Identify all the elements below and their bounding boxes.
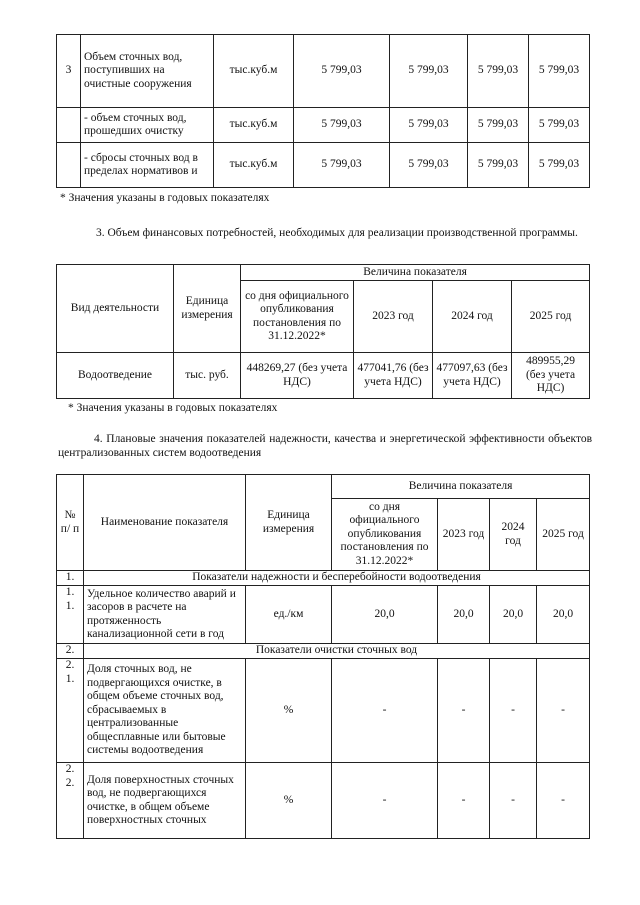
value-cell: 20,0 <box>537 586 590 644</box>
indicator-name: Доля сточных вод, не подвергающихся очистке, в общем объеме сточных вод, сбрасываемых в централизованные общесплавные или бытовые системы водоотведения <box>84 659 246 763</box>
row-number: 3 <box>57 35 81 108</box>
value-cell: 5 799,03 <box>468 143 529 188</box>
value-cell: 477041,76 (без учета НДС) <box>354 353 433 399</box>
value-cell: 5 799,03 <box>529 35 590 108</box>
value-cell: - <box>537 659 590 763</box>
indicator-name: Объем сточных вод, поступивших на очистные сооружения <box>81 35 214 108</box>
value-cell: - <box>332 659 438 763</box>
value-cell: 5 799,03 <box>390 143 468 188</box>
value-cell: 5 799,03 <box>294 35 390 108</box>
value-cell: 5 799,03 <box>294 108 390 143</box>
value-cell: 20,0 <box>332 586 438 644</box>
unit-cell: % <box>246 763 332 839</box>
table-header-row <box>57 475 590 499</box>
header-from-date: со дня официального опубликования постановления по 31.12.2022* <box>332 499 438 571</box>
unit-cell: тыс.куб.м <box>214 108 294 143</box>
value-cell: 5 799,03 <box>468 35 529 108</box>
unit-cell: тыс.куб.м <box>214 35 294 108</box>
row-number <box>57 143 81 188</box>
value-cell: 20,0 <box>490 586 537 644</box>
header-year-2024: 2024 год <box>433 281 512 353</box>
row-number: 2. 1. <box>57 659 84 763</box>
table-row <box>57 35 590 108</box>
header-unit: Единица измерения <box>174 265 241 353</box>
value-cell: 489955,29 (без учета НДС) <box>512 353 590 399</box>
value-cell: - <box>490 659 537 763</box>
header-year-2024: 2024 год <box>490 499 537 571</box>
table-row <box>57 353 590 399</box>
header-unit: Единица измерения <box>246 475 332 571</box>
group-number: 2. <box>57 644 84 659</box>
table-row <box>57 143 590 188</box>
indicator-name: - объем сточных вод, прошедших очистку <box>81 108 214 143</box>
value-cell: 20,0 <box>438 586 490 644</box>
table-row <box>57 763 590 839</box>
header-name: Наименование показателя <box>84 475 246 571</box>
group-number: 1. <box>57 571 84 586</box>
header-year-2025: 2025 год <box>512 281 590 353</box>
group-row <box>57 644 590 659</box>
value-cell: - <box>537 763 590 839</box>
activity-cell: Водоотведение <box>57 353 174 399</box>
unit-cell: тыс.куб.м <box>214 143 294 188</box>
indicator-name: Доля поверхностных сточных вод, не подвергающихся очистке, в общем объеме поверхностных сточных <box>84 763 246 839</box>
value-cell: 5 799,03 <box>294 143 390 188</box>
value-cell: - <box>332 763 438 839</box>
value-cell: - <box>438 763 490 839</box>
unit-cell: тыс. руб. <box>174 353 241 399</box>
group-row <box>57 571 590 586</box>
header-year-2023: 2023 год <box>438 499 490 571</box>
value-cell: 5 799,03 <box>529 108 590 143</box>
value-cell: 5 799,03 <box>529 143 590 188</box>
header-activity: Вид деятельности <box>57 265 174 353</box>
header-num: № п/ п <box>57 475 84 571</box>
header-from-date: со дня официального опубликования постановления по 31.12.2022* <box>241 281 354 353</box>
table-row <box>57 586 590 644</box>
value-cell: 5 799,03 <box>390 108 468 143</box>
header-value-group: Величина показателя <box>241 265 590 281</box>
group-title: Показатели надежности и бесперебойности водоотведения <box>84 571 590 586</box>
value-cell: - <box>438 659 490 763</box>
value-cell: 477097,63 (без учета НДС) <box>433 353 512 399</box>
table-row <box>57 659 590 763</box>
value-cell: 5 799,03 <box>468 108 529 143</box>
unit-cell: ед./км <box>246 586 332 644</box>
row-number <box>57 108 81 143</box>
value-cell: 5 799,03 <box>390 35 468 108</box>
indicator-name: - сбросы сточных вод в пределах нормативов и <box>81 143 214 188</box>
table-header-row <box>57 265 590 281</box>
reliability-indicators-table <box>56 474 590 839</box>
wastewater-volume-table <box>56 34 590 188</box>
table2-footnote: * Значения указаны в годовых показателях <box>68 402 278 414</box>
section3-heading: 3. Объем финансовых потребностей, необходимых для реализации производственной программы. <box>96 227 578 239</box>
section4-heading: 4. Плановые значения показателей надежности, качества и энергетической эффективности объектов централизованных систем водоотведения <box>58 433 592 459</box>
financial-needs-table <box>56 264 590 399</box>
value-cell: 448269,27 (без учета НДС) <box>241 353 354 399</box>
header-year-2023: 2023 год <box>354 281 433 353</box>
indicator-name: Удельное количество аварий и засоров в расчете на протяженность канализационной сети в год <box>84 586 246 644</box>
table1-footnote: * Значения указаны в годовых показателях <box>60 192 270 204</box>
table-row <box>57 108 590 143</box>
header-year-2025: 2025 год <box>537 499 590 571</box>
row-number: 2. 2. <box>57 763 84 839</box>
header-value-group: Величина показателя <box>332 475 590 499</box>
value-cell: - <box>490 763 537 839</box>
group-title: Показатели очистки сточных вод <box>84 644 590 659</box>
unit-cell: % <box>246 659 332 763</box>
row-number: 1. 1. <box>57 586 84 644</box>
